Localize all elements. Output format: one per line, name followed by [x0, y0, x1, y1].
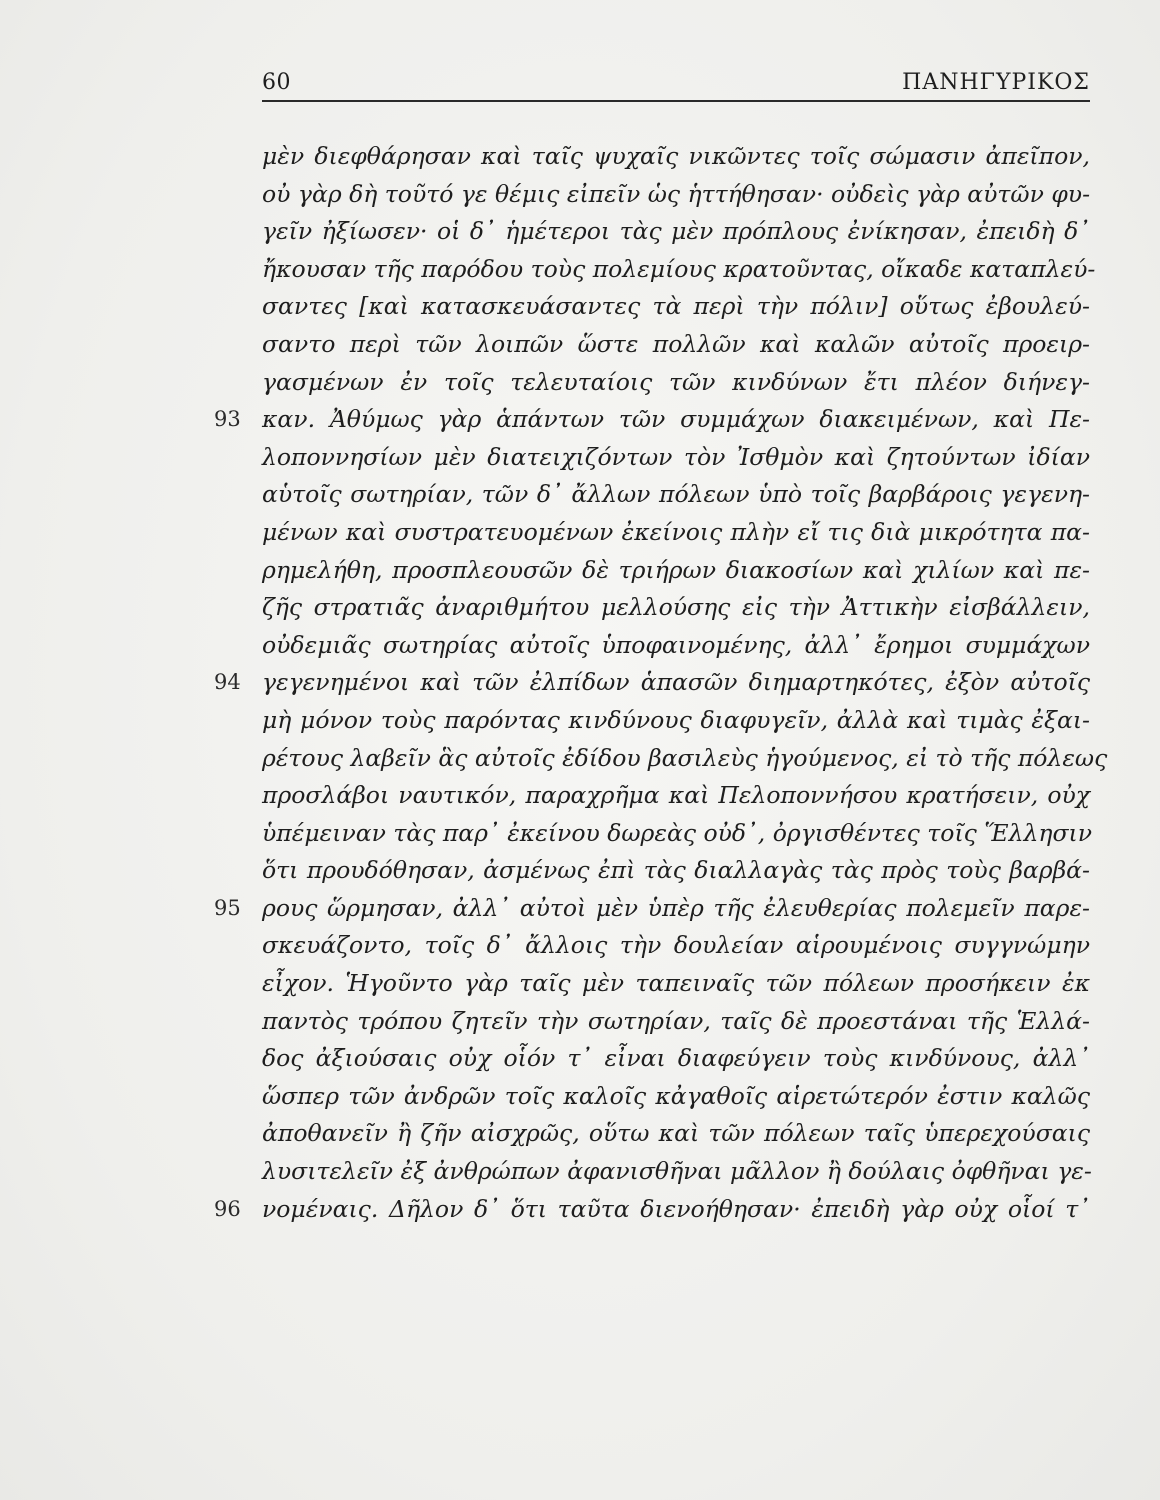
text-line	[262, 364, 1090, 402]
line-text: ρημελήθη, προσπλεουσῶν δὲ τριήρων διακοσίων καὶ χιλίων καὶ πε-	[262, 555, 1090, 584]
text-line	[262, 476, 1090, 514]
text-line	[262, 740, 1108, 778]
text-line	[262, 326, 1090, 364]
text-line	[262, 439, 1090, 477]
text-line	[262, 552, 1090, 590]
section-number: 96	[214, 1196, 241, 1221]
text-line	[262, 852, 1090, 890]
line-text: ρέτους λαβεῖν ἃς αὐτοῖς ἐδίδου βασιλεὺς ἡγούμενος, εἰ τὸ τῆς πόλεως	[262, 743, 1108, 772]
line-text: οὐ γὰρ δὴ τοῦτό γε θέμις εἰπεῖν ὡς ἡττήθησαν· οὐδεὶς γὰρ αὐτῶν φυ-	[262, 179, 1091, 208]
text-line	[262, 1078, 1090, 1116]
line-text: αὑτοῖς σωτηρίαν, τῶν δ᾽ ἄλλων πόλεων ὑπὸ τοῖς βαρβάροις γεγενη-	[262, 480, 1090, 509]
line-text: ἀποθανεῖν ἢ ζῆν αἰσχρῶς, οὕτω καὶ τῶν πόλεων ταῖς ὑπερεχούσαις	[262, 1119, 1090, 1148]
text-line	[262, 965, 1090, 1003]
text-line	[262, 138, 1090, 176]
text-line	[262, 288, 1090, 326]
line-text: γεγενημένοι καὶ τῶν ἐλπίδων ἁπασῶν διημαρτηκότες, ἐξὸν αὐτοῖς	[262, 668, 1090, 697]
line-text: ὅτι προυδόθησαν, ἀσμένως ἐπὶ τὰς διαλλαγὰς τὰς πρὸς τοὺς βαρβά-	[262, 856, 1090, 885]
text-line	[262, 815, 1093, 853]
line-text: γεῖν ἠξίωσεν· οἱ δ᾽ ἡμέτεροι τὰς μὲν πρόπλους ἐνίκησαν, ἐπειδὴ δ᾽	[262, 217, 1090, 246]
line-text: γασμένων ἐν τοῖς τελευταίοις τῶν κινδύνων ἔτι πλέον διήνεγ-	[262, 367, 1090, 396]
text-line	[262, 1115, 1090, 1153]
text-line	[262, 702, 1090, 740]
line-text: ὥσπερ τῶν ἀνδρῶν τοῖς καλοῖς κἀγαθοῖς αἱρετώτερόν ἐστιν καλῶς	[262, 1081, 1090, 1110]
running-title: ΠΑΝΗΓΥΡΙΚΟΣ	[902, 70, 1090, 95]
text-line	[262, 589, 1090, 627]
line-text: νομέναις. Δῆλον δ᾽ ὅτι ταῦτα διενοήθησαν· ἐπειδὴ γὰρ οὐχ οἷοί τ᾽	[262, 1194, 1090, 1223]
line-text: παντὸς τρόπου ζητεῖν τὴν σωτηρίαν, ταῖς δὲ προεστάναι τῆς Ἑλλά-	[262, 1006, 1090, 1035]
line-text: σαντο περὶ τῶν λοιπῶν ὥστε πολλῶν καὶ καλῶν αὐτοῖς προειρ-	[262, 329, 1090, 358]
line-text: ρους ὥρμησαν, ἀλλ᾽ αὐτοὶ μὲν ὑπὲρ τῆς ἐλευθερίας πολεμεῖν παρε-	[262, 893, 1090, 922]
text-line	[262, 251, 1096, 289]
section-number: 95	[214, 895, 241, 920]
text-line	[214, 1191, 1090, 1229]
line-text: μὴ μόνον τοὺς παρόντας κινδύνους διαφυγεῖν, ἀλλὰ καὶ τιμὰς ἐξαι-	[262, 705, 1090, 734]
line-text: οὐδεμιᾶς σωτηρίας αὐτοῖς ὑποφαινομένης, ἀλλ᾽ ἔρημοι συμμάχων	[262, 630, 1090, 659]
text-line	[214, 664, 1090, 702]
header-rule	[262, 100, 1090, 102]
text-line	[262, 1003, 1090, 1041]
text-line	[262, 927, 1090, 965]
text-line	[262, 627, 1090, 665]
text-line	[262, 777, 1090, 815]
line-text: δος ἀξιούσαις οὐχ οἷόν τ᾽ εἶναι διαφεύγειν τοὺς κινδύνους, ἀλλ᾽	[262, 1044, 1090, 1073]
line-text: σκευάζοντο, τοῖς δ᾽ ἄλλοις τὴν δουλείαν αἱρουμένοις συγγνώμην	[262, 931, 1090, 960]
section-number: 93	[214, 407, 241, 432]
text-line	[262, 514, 1090, 552]
page-header	[262, 70, 1090, 104]
line-text: σαντες [καὶ κατασκευάσαντες τὰ περὶ τὴν πόλιν] οὕτως ἐβουλεύ-	[262, 292, 1090, 321]
line-text: ἤκουσαν τῆς παρόδου τοὺς πολεμίους κρατοῦντας, οἴκαδε καταπλεύ-	[262, 254, 1096, 283]
body-text	[214, 138, 1108, 1228]
line-text: καν. Ἀθύμως γὰρ ἁπάντων τῶν συμμάχων διακειμένων, καὶ Πε-	[262, 405, 1090, 434]
text-line	[214, 890, 1090, 928]
line-text: εἶχον. Ἡγοῦντο γὰρ ταῖς μὲν ταπειναῖς τῶν πόλεων προσήκειν ἐκ	[262, 969, 1090, 998]
text-line	[214, 401, 1090, 439]
text-line	[262, 1040, 1090, 1078]
text-line	[262, 1153, 1090, 1191]
line-text: προσλάβοι ναυτικόν, παραχρῆμα καὶ Πελοποννήσου κρατήσειν, οὐχ	[262, 781, 1090, 810]
line-text: λυσιτελεῖν ἐξ ἀνθρώπων ἀφανισθῆναι μᾶλλον ἢ δούλαις ὀφθῆναι γε-	[262, 1157, 1092, 1186]
text-line	[262, 176, 1090, 214]
line-text: ὑπέμειναν τὰς παρ᾽ ἐκείνου δωρεὰς οὐδ᾽, ὀργισθέντες τοῖς Ἕλλησιν	[262, 818, 1093, 847]
page-number: 60	[262, 70, 291, 95]
line-text: ζῆς στρατιᾶς ἀναριθμήτου μελλούσης εἰς τὴν Ἀττικὴν εἰσβάλλειν,	[262, 593, 1090, 622]
line-text: μὲν διεφθάρησαν καὶ ταῖς ψυχαῖς νικῶντες τοῖς σώμασιν ἀπεῖπον,	[262, 142, 1090, 170]
text-line	[262, 213, 1090, 251]
section-number: 94	[214, 670, 241, 695]
line-text: μένων καὶ συστρατευομένων ἐκείνοις πλὴν εἴ τις διὰ μικρότητα πα-	[262, 517, 1090, 546]
line-text: λοποννησίων μὲν διατειχιζόντων τὸν Ἰσθμὸν καὶ ζητούντων ἰδίαν	[262, 442, 1090, 471]
